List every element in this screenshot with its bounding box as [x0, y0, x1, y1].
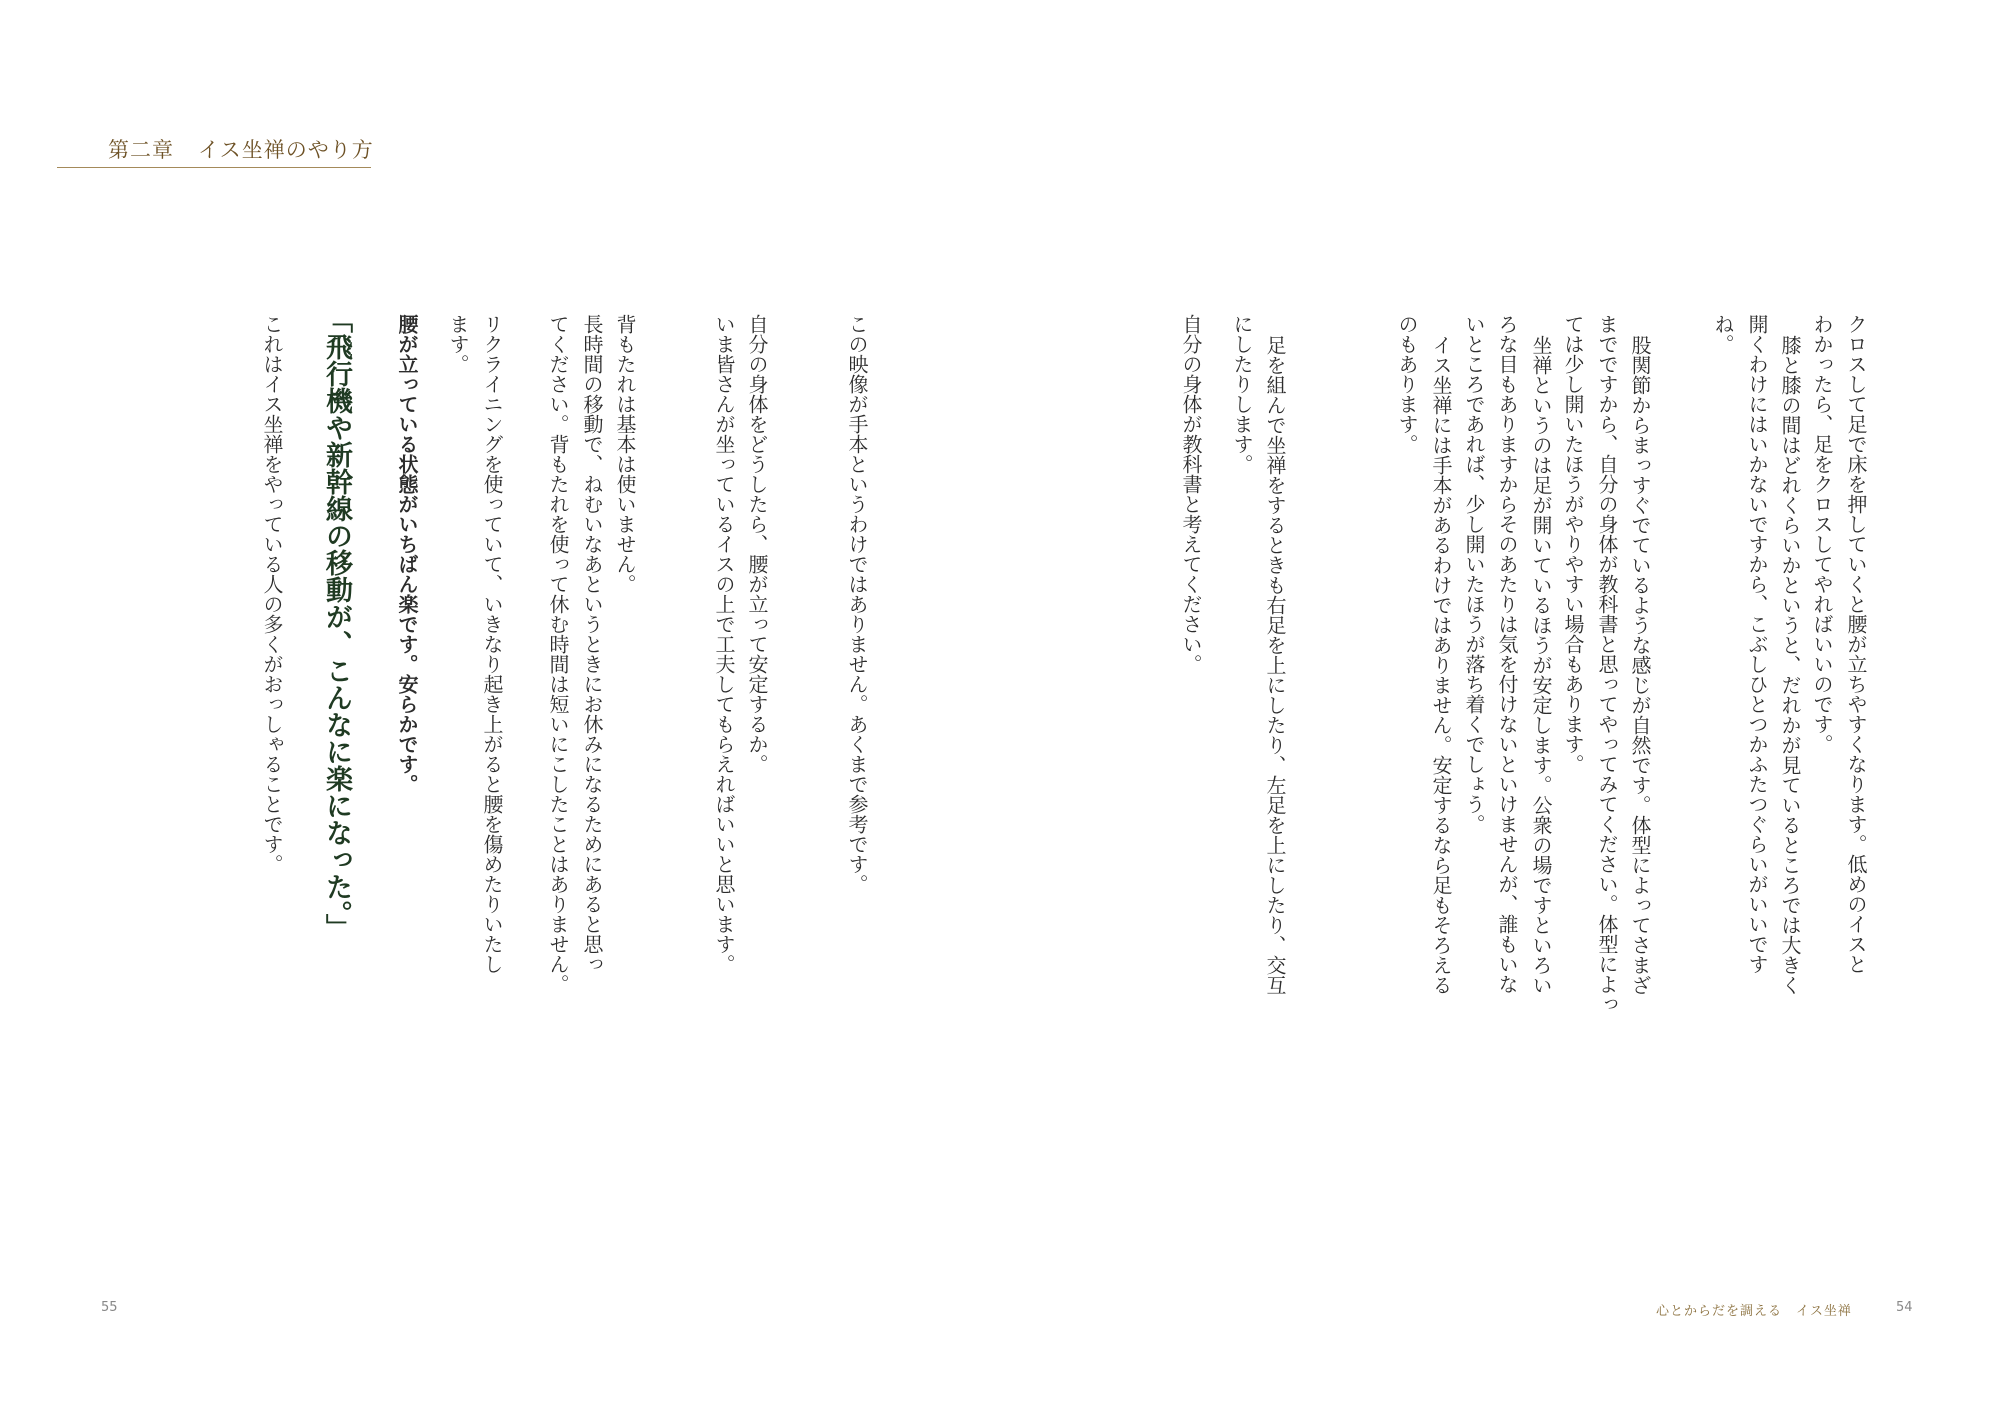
text-column: ては少し開いたほうがやりやすい場合もあります。	[1561, 314, 1585, 774]
text-column: ね。	[1711, 314, 1735, 354]
text-column: イス坐禅には手本があるわけではありません。安定するなら足もそろえる	[1429, 335, 1453, 995]
text-column: 開くわけにはいかないですから、こぶしひとつかふたつぐらいがいいです	[1745, 314, 1769, 974]
text-column: 足を組んで坐禅をするときも右足を上にしたり、左足を上にしたり、交互	[1263, 335, 1287, 995]
pull-quote: 「飛行機や新幹線の移動が、こんなに楽になった。」	[321, 306, 352, 941]
text-column: ろな目もありますからそのあたりは気を付けないといけませんが、誰もいな	[1495, 314, 1519, 994]
text-column: クロスして足で床を押していくと腰が立ちやすくなります。低めのイスと	[1844, 314, 1868, 974]
text-column: 坐禅というのは足が開いているほうが安定します。公衆の場ですといろい	[1529, 335, 1553, 995]
text-column: いま皆さんが坐っているイスの上で工夫してもらえればいいと思います。	[712, 314, 736, 974]
running-title: 心とからだを調える イス坐禅	[1656, 1304, 1852, 1319]
text-column: にしたりします。	[1230, 314, 1254, 474]
text-column: 自分の身体をどうしたら、腰が立って安定するか。	[745, 314, 769, 774]
text-column-emphasis: 腰が立っている状態がいちばん楽です。安らかです。	[395, 314, 419, 794]
text-column: ます。	[446, 314, 470, 374]
page-number-left: 55	[101, 1300, 118, 1315]
chapter-underline	[57, 167, 371, 168]
text-column: この映像が手本というわけではありません。あくまで参考です。	[845, 314, 869, 894]
text-column: 膝と膝の間はどれくらいかというと、だれかが見ているところでは大きく	[1778, 335, 1802, 995]
text-column: これはイス坐禅をやっている人の多くがおっしゃることです。	[260, 314, 284, 874]
text-column: 背もたれは基本は使いません。	[613, 314, 637, 594]
text-column: 股関節からまっすぐでているような感じが自然です。体型によってさまざ	[1628, 335, 1652, 995]
text-column: 長時間の移動で、ねむいなあというときにお休みになるためにあると思っ	[580, 314, 604, 974]
chapter-number: 第二章	[108, 138, 174, 162]
text-column: わかったら、足をクロスしてやればいいのです。	[1810, 314, 1834, 754]
chapter-title: イス坐禅のやり方	[198, 138, 374, 162]
text-column: リクライニングを使っていて、いきなり起き上がると腰を傷めたりいたし	[480, 314, 504, 974]
page-number-right: 54	[1896, 1300, 1913, 1315]
chapter-heading	[108, 134, 374, 164]
text-column: いところであれば、少し開いたほうが落ち着くでしょう。	[1462, 314, 1486, 834]
text-column: 自分の身体が教科書と考えてください。	[1179, 314, 1203, 674]
text-column: までですから、自分の身体が教科書と思ってやってみてください。体型によっ	[1595, 314, 1619, 1014]
text-column: のもあります。	[1395, 314, 1419, 454]
text-column: てください。背もたれを使って休む時間は短いにこしたことはありません。	[546, 314, 570, 994]
